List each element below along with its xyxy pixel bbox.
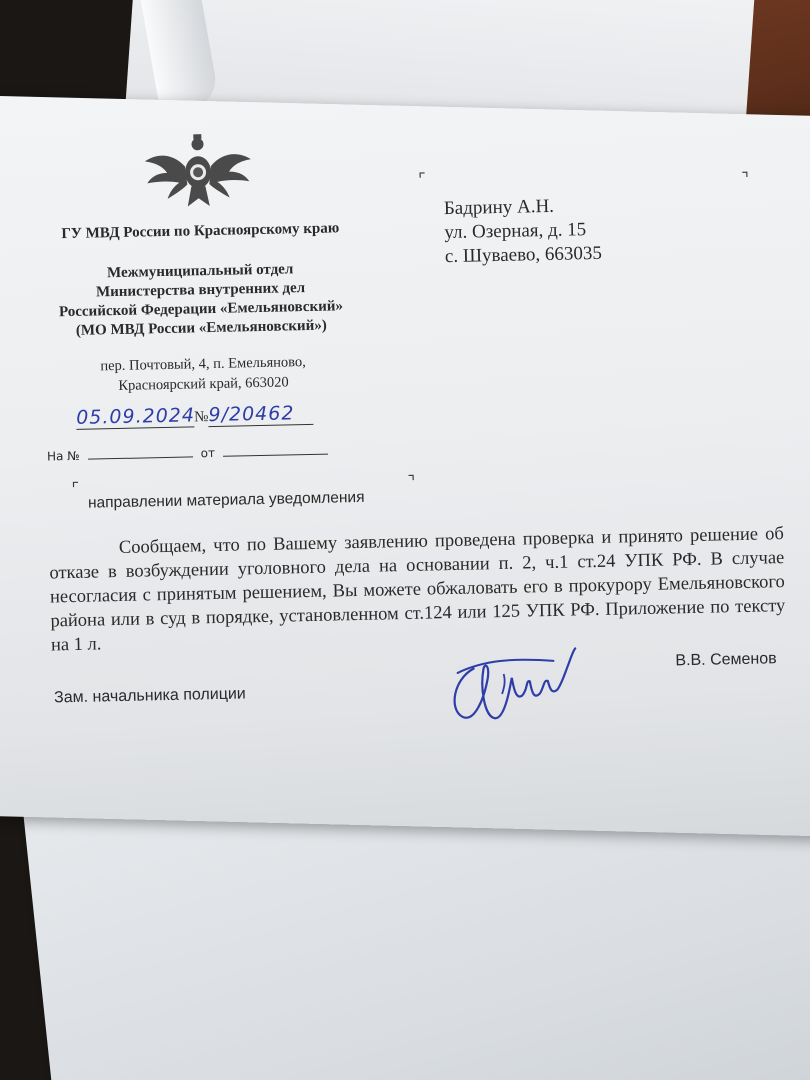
recipient-line: ул. Озерная, д. 15 [444,219,587,244]
signer-position: Зам. начальника полиции [53,685,246,707]
department-line: Российской Федерации «Емельяновский» [58,298,344,321]
reference-number-label: На № [46,448,80,464]
reference-date-label: от [200,445,216,461]
outgoing-date-number [76,401,337,436]
letter-subject: направлении материала уведомления [87,488,365,512]
handwritten-signature [443,636,585,729]
corner-mark-top-left: ⌜ [418,169,426,189]
recipient-address [444,194,603,269]
department-line: (МО МВД России «Емельяновский») [75,317,327,339]
letter-body: Сообщаем, что по Вашему заявлению проведена проверка и принято решение об отказе в возбуждении уголовного дела на основании п. 2, ч.1 ст.24 УПК РФ. В случае несогласия с принятым решением, Вы можете обжаловать его в прокурору Емельяновского района или в суд в порядке, установленном ст.124 или 125 УПК РФ. Приложение по тексту на 1 л. [49,524,786,656]
mvd-eagle-emblem-icon [142,121,254,213]
outgoing-date: 05.09.2024 [75,404,196,429]
corner-mark-subject-left: ⌜ [71,478,80,498]
department-name [35,259,367,342]
corner-mark-subject-right: ⌝ [407,471,416,491]
department-line: Министерства внутренних дел [95,280,306,301]
sender-address [53,351,354,397]
organization-title: ГУ МВД России по Красноярскому краю [61,220,340,243]
corner-mark-top-right: ⌝ [741,168,750,188]
reference-line [47,443,336,463]
address-line: Красноярский край, 663020 [118,374,289,394]
recipient-line: Бадрину А.Н. [443,195,555,220]
reference-date-blank [223,444,328,457]
department-line: Межмуниципальный отдел [106,261,294,282]
address-line: пер. Почтовый, 4, п. Емельяново, [100,354,306,375]
recipient-line: с. Шуваево, 663035 [444,242,603,268]
reference-number-blank [88,446,193,459]
number-sign: № [194,409,209,426]
outgoing-number: 9/20462 [208,402,313,427]
signer-name: В.В. Семенов [675,650,777,670]
